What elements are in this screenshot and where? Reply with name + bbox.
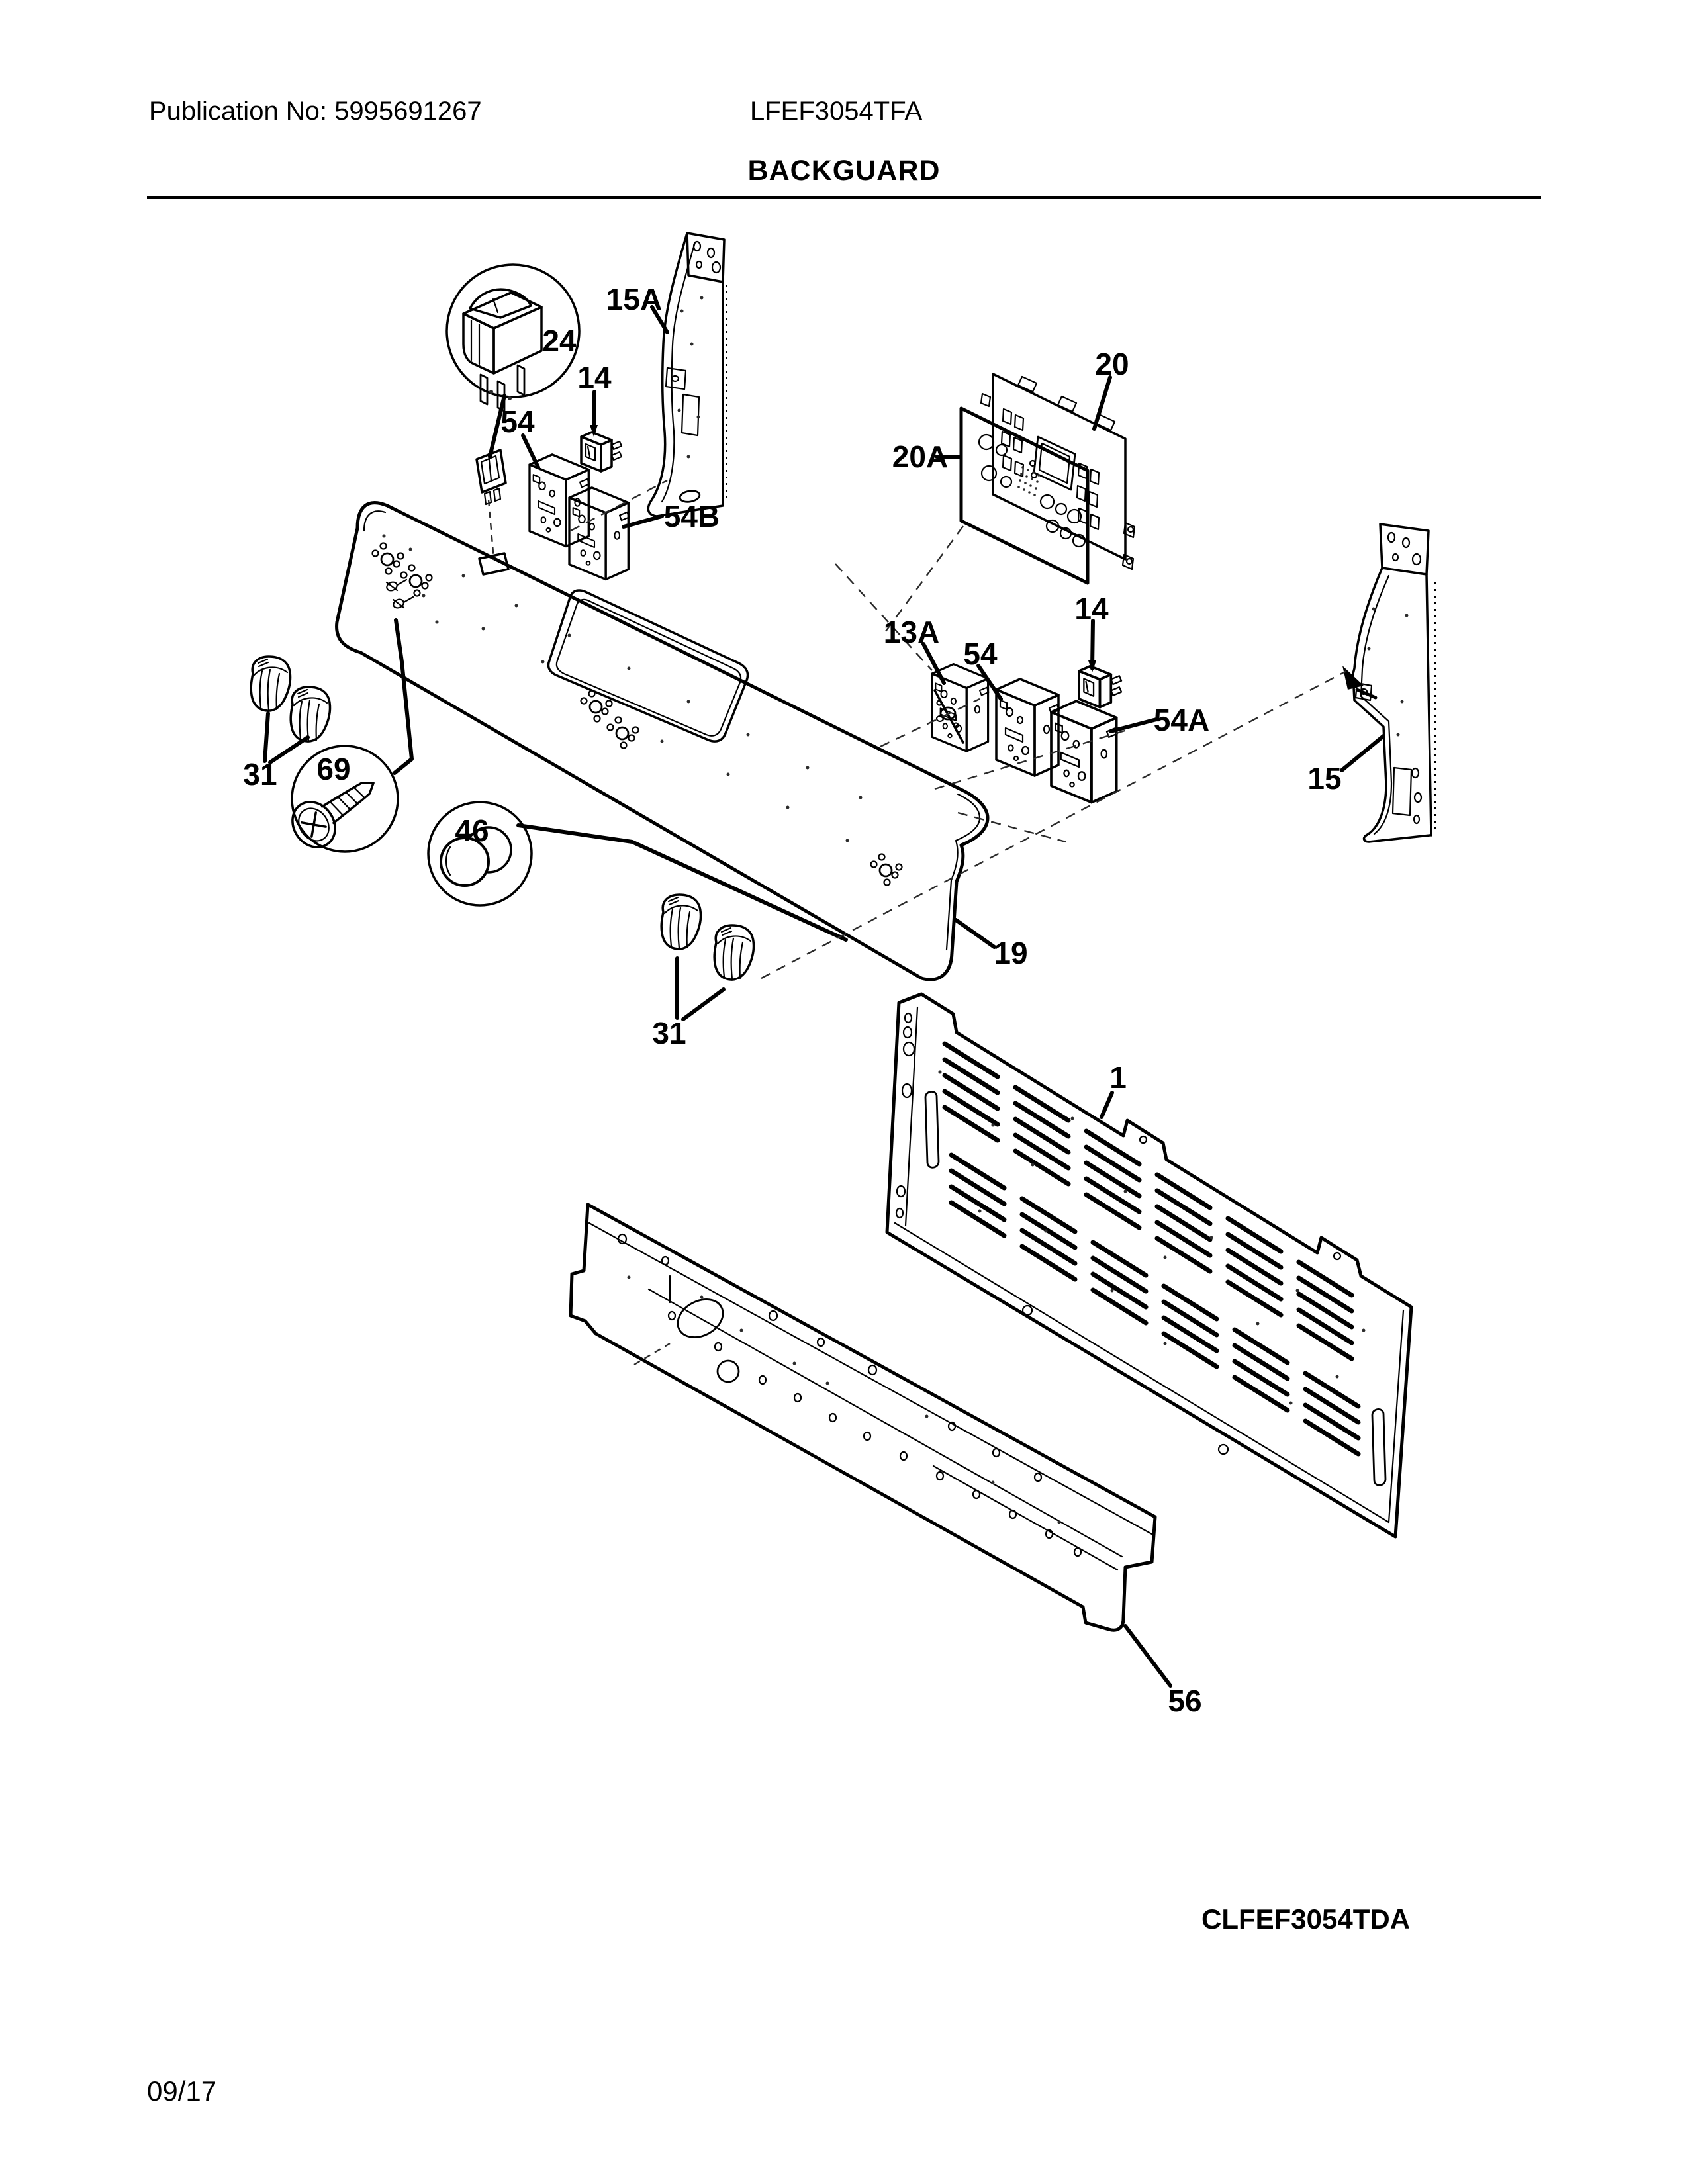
panel-window-cutout xyxy=(549,590,748,741)
callout-54B: 54B xyxy=(663,499,720,533)
part-rocker-switch-24 xyxy=(477,450,506,504)
leader-31-bottom-b xyxy=(683,989,724,1019)
callout-54-top: 54 xyxy=(500,404,535,439)
callout-54A: 54A xyxy=(1153,703,1210,737)
part-indicator-light-14-top xyxy=(581,432,622,471)
callout-13A: 13A xyxy=(883,615,940,649)
callout-31-left: 31 xyxy=(243,757,277,792)
part-surface-switch-54B xyxy=(569,488,629,580)
callout-31-bottom: 31 xyxy=(652,1016,686,1050)
part-indicator-light-14-mid xyxy=(1079,666,1121,707)
leader-20 xyxy=(1094,377,1110,429)
part-bracket-15A xyxy=(648,233,727,516)
callout-54-mid: 54 xyxy=(963,637,998,671)
leader-31-left-a xyxy=(265,713,268,761)
leader-1 xyxy=(1102,1093,1112,1117)
part-surface-switch-54A xyxy=(1051,701,1117,802)
part-vented-panel-1 xyxy=(887,994,1411,1537)
leader-54-top xyxy=(523,435,538,467)
vent-panel-dots xyxy=(939,1071,1366,1405)
callout-69: 69 xyxy=(316,752,351,786)
callout-19: 19 xyxy=(994,936,1028,970)
assembly-axis-lines xyxy=(489,480,1346,1365)
panel-mounting-screws xyxy=(385,580,413,610)
leader-15 xyxy=(1342,736,1383,770)
part-overlay-20A xyxy=(961,408,1088,583)
leader-46 xyxy=(518,825,846,940)
callout-56: 56 xyxy=(1168,1684,1202,1718)
callout-14-mid: 14 xyxy=(1074,592,1109,626)
leader-56 xyxy=(1125,1626,1170,1686)
model-number: LFEF3054TFA xyxy=(750,97,923,126)
callout-20: 20 xyxy=(1095,347,1129,381)
leader-13A xyxy=(923,644,944,683)
part-bracket-15 xyxy=(1342,524,1435,842)
callout-14-top: 14 xyxy=(577,360,612,394)
callout-15A: 15A xyxy=(606,282,663,316)
leader-19 xyxy=(956,920,994,947)
part-rear-panel-56 xyxy=(571,1205,1155,1630)
part-control-board-20 xyxy=(981,374,1135,569)
part-surface-switch-54-mid xyxy=(996,679,1059,776)
panel-texture-dots xyxy=(383,535,863,842)
diagram-code: CLFEF3054TDA xyxy=(1201,1903,1411,1934)
callout-1: 1 xyxy=(1109,1060,1127,1095)
page-title: BACKGUARD xyxy=(747,155,941,187)
part-knobs-31-left xyxy=(251,657,330,741)
overlay-dot-matrix xyxy=(1017,466,1040,496)
callout-20A: 20A xyxy=(892,439,949,474)
callout-46: 46 xyxy=(455,813,489,848)
callout-15: 15 xyxy=(1307,761,1342,796)
callout-24: 24 xyxy=(542,324,577,358)
publication-number: Publication No: 5995691267 xyxy=(149,97,482,126)
revision-date: 09/17 xyxy=(147,2075,217,2107)
leader-69 xyxy=(395,620,412,773)
